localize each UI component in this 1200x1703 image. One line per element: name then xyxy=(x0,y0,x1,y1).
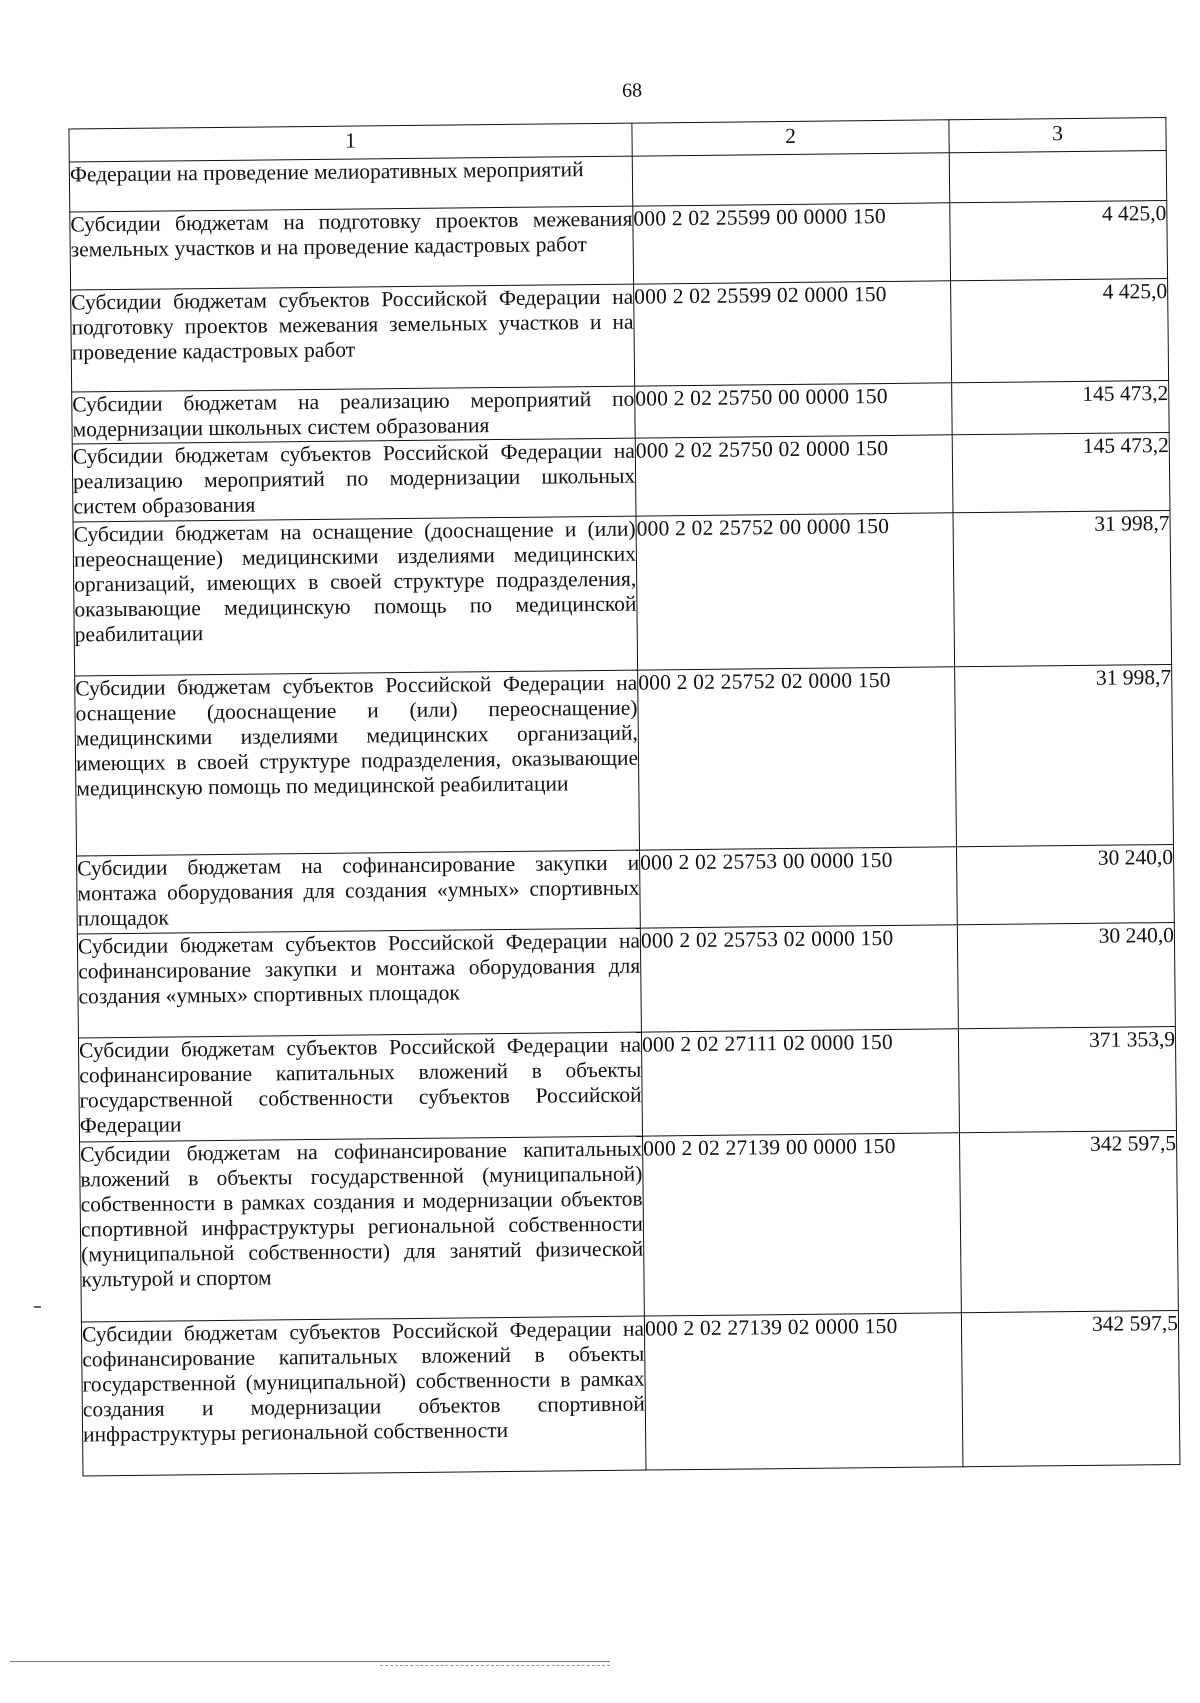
row-name: Субсидии бюджетам субъектов Российской Федерации на подготовку проектов межевания земельных участков и на проведение кадастровых работ xyxy=(71,284,635,392)
row-amount: 31 998,7 xyxy=(955,665,1174,847)
column-header-2: 2 xyxy=(632,120,949,156)
row-amount: 145 473,2 xyxy=(952,381,1170,435)
row-code: 000 2 02 25599 02 0000 150 xyxy=(634,281,952,386)
row-name: Федерации на проведение мелиоративных мероприятий xyxy=(69,156,632,212)
footer-rule xyxy=(10,1661,610,1662)
table-row xyxy=(81,1310,1180,1475)
table-row xyxy=(80,1130,1179,1321)
row-name: Субсидии бюджетам на оснащение (дооснащение и (или) переоснащение) медицинскими изделиями медицинских организаций, имеющих в своей структуре подразделения, оказывающие медицинскую помощь по медицинской реабилитации xyxy=(73,516,638,676)
row-amount: 30 240,0 xyxy=(956,844,1174,924)
column-header-1: 1 xyxy=(69,123,632,162)
row-amount: 31 998,7 xyxy=(953,511,1172,667)
row-amount xyxy=(949,151,1167,203)
row-amount: 342 597,5 xyxy=(961,1310,1180,1466)
row-amount: 342 597,5 xyxy=(959,1130,1178,1312)
row-code: 000 2 02 25599 00 0000 150 xyxy=(633,203,951,284)
row-code: 000 2 02 27111 02 0000 150 xyxy=(641,1029,959,1136)
row-code: 000 2 02 25753 00 0000 150 xyxy=(640,847,958,928)
row-name: Субсидии бюджетам субъектов Российской Федерации на софинансирование капитальных вложений в объекты государственной собственности субъектов Российской Федерации xyxy=(78,1032,642,1142)
table-row xyxy=(77,844,1175,933)
row-code: 000 2 02 25752 02 0000 150 xyxy=(638,667,957,850)
row-amount: 4 425,0 xyxy=(951,279,1169,383)
table-row xyxy=(72,433,1170,522)
row-name: Субсидии бюджетам субъектов Российской Федерации на реализацию мероприятий по модернизации школьных систем образования xyxy=(72,438,636,522)
column-header-3: 3 xyxy=(949,118,1166,153)
table-row xyxy=(78,1026,1176,1141)
row-name: Субсидии бюджетам субъектов Российской Федерации на софинансирование капитальных вложений в объекты государственной (муниципальной) собственности в рамках создания и модернизации объектов спортивной инфраструктуры региональной собственности xyxy=(81,1316,646,1476)
row-code: 000 2 02 25753 02 0000 150 xyxy=(640,925,958,1032)
footer-rule-dashed xyxy=(380,1665,610,1666)
row-name: Субсидии бюджетам на софинансирование капитальных вложений в объекты государственной (муниципальной) собственности в рамках создания и модернизации объектов спортивной инфраструктуры региональной собственности (муниципальной собственности) для занятий физической культурой и спортом xyxy=(80,1136,645,1322)
row-name: Субсидии бюджетам субъектов Российской Федерации на оснащение (дооснащение и (или) переоснащение) медицинскими изделиями медицинских организаций, имеющих в своей структуре подразделения, оказывающие медицинскую помощь по медицинской реабилитации xyxy=(75,670,640,856)
row-code: 000 2 02 25750 02 0000 150 xyxy=(635,435,953,516)
scan-artifact-mark xyxy=(34,1306,41,1308)
table-row xyxy=(70,201,1168,290)
page-number: 68 xyxy=(621,79,643,102)
row-code: 000 2 02 25752 00 0000 150 xyxy=(636,513,955,670)
row-code: 000 2 02 27139 00 0000 150 xyxy=(642,1133,961,1316)
table-row xyxy=(75,665,1174,856)
row-amount: 371 353,9 xyxy=(958,1026,1176,1132)
budget-table xyxy=(68,117,1180,1476)
row-code: 000 2 02 27139 02 0000 150 xyxy=(644,1313,963,1470)
row-name: Субсидии бюджетам на реализацию мероприятий по модернизации школьных систем образования xyxy=(72,386,636,444)
row-name: Субсидии бюджетам субъектов Российской Федерации на софинансирование закупки и монтажа оборудования для создания «умных» спортивных площадок xyxy=(77,928,641,1038)
row-amount: 4 425,0 xyxy=(950,201,1168,281)
row-name: Субсидии бюджетам на подготовку проектов межевания земельных участков и на проведение кадастровых работ xyxy=(70,206,634,290)
row-code xyxy=(632,153,950,206)
row-code: 000 2 02 25750 00 0000 150 xyxy=(635,383,953,438)
table-row xyxy=(77,922,1175,1037)
table-row xyxy=(73,511,1172,676)
row-name: Субсидии бюджетам на софинансирование закупки и монтажа оборудования для создания «умных» спортивных площадок xyxy=(77,850,641,934)
row-amount: 30 240,0 xyxy=(957,922,1175,1028)
table-row xyxy=(71,279,1169,392)
row-amount: 145 473,2 xyxy=(952,433,1170,513)
